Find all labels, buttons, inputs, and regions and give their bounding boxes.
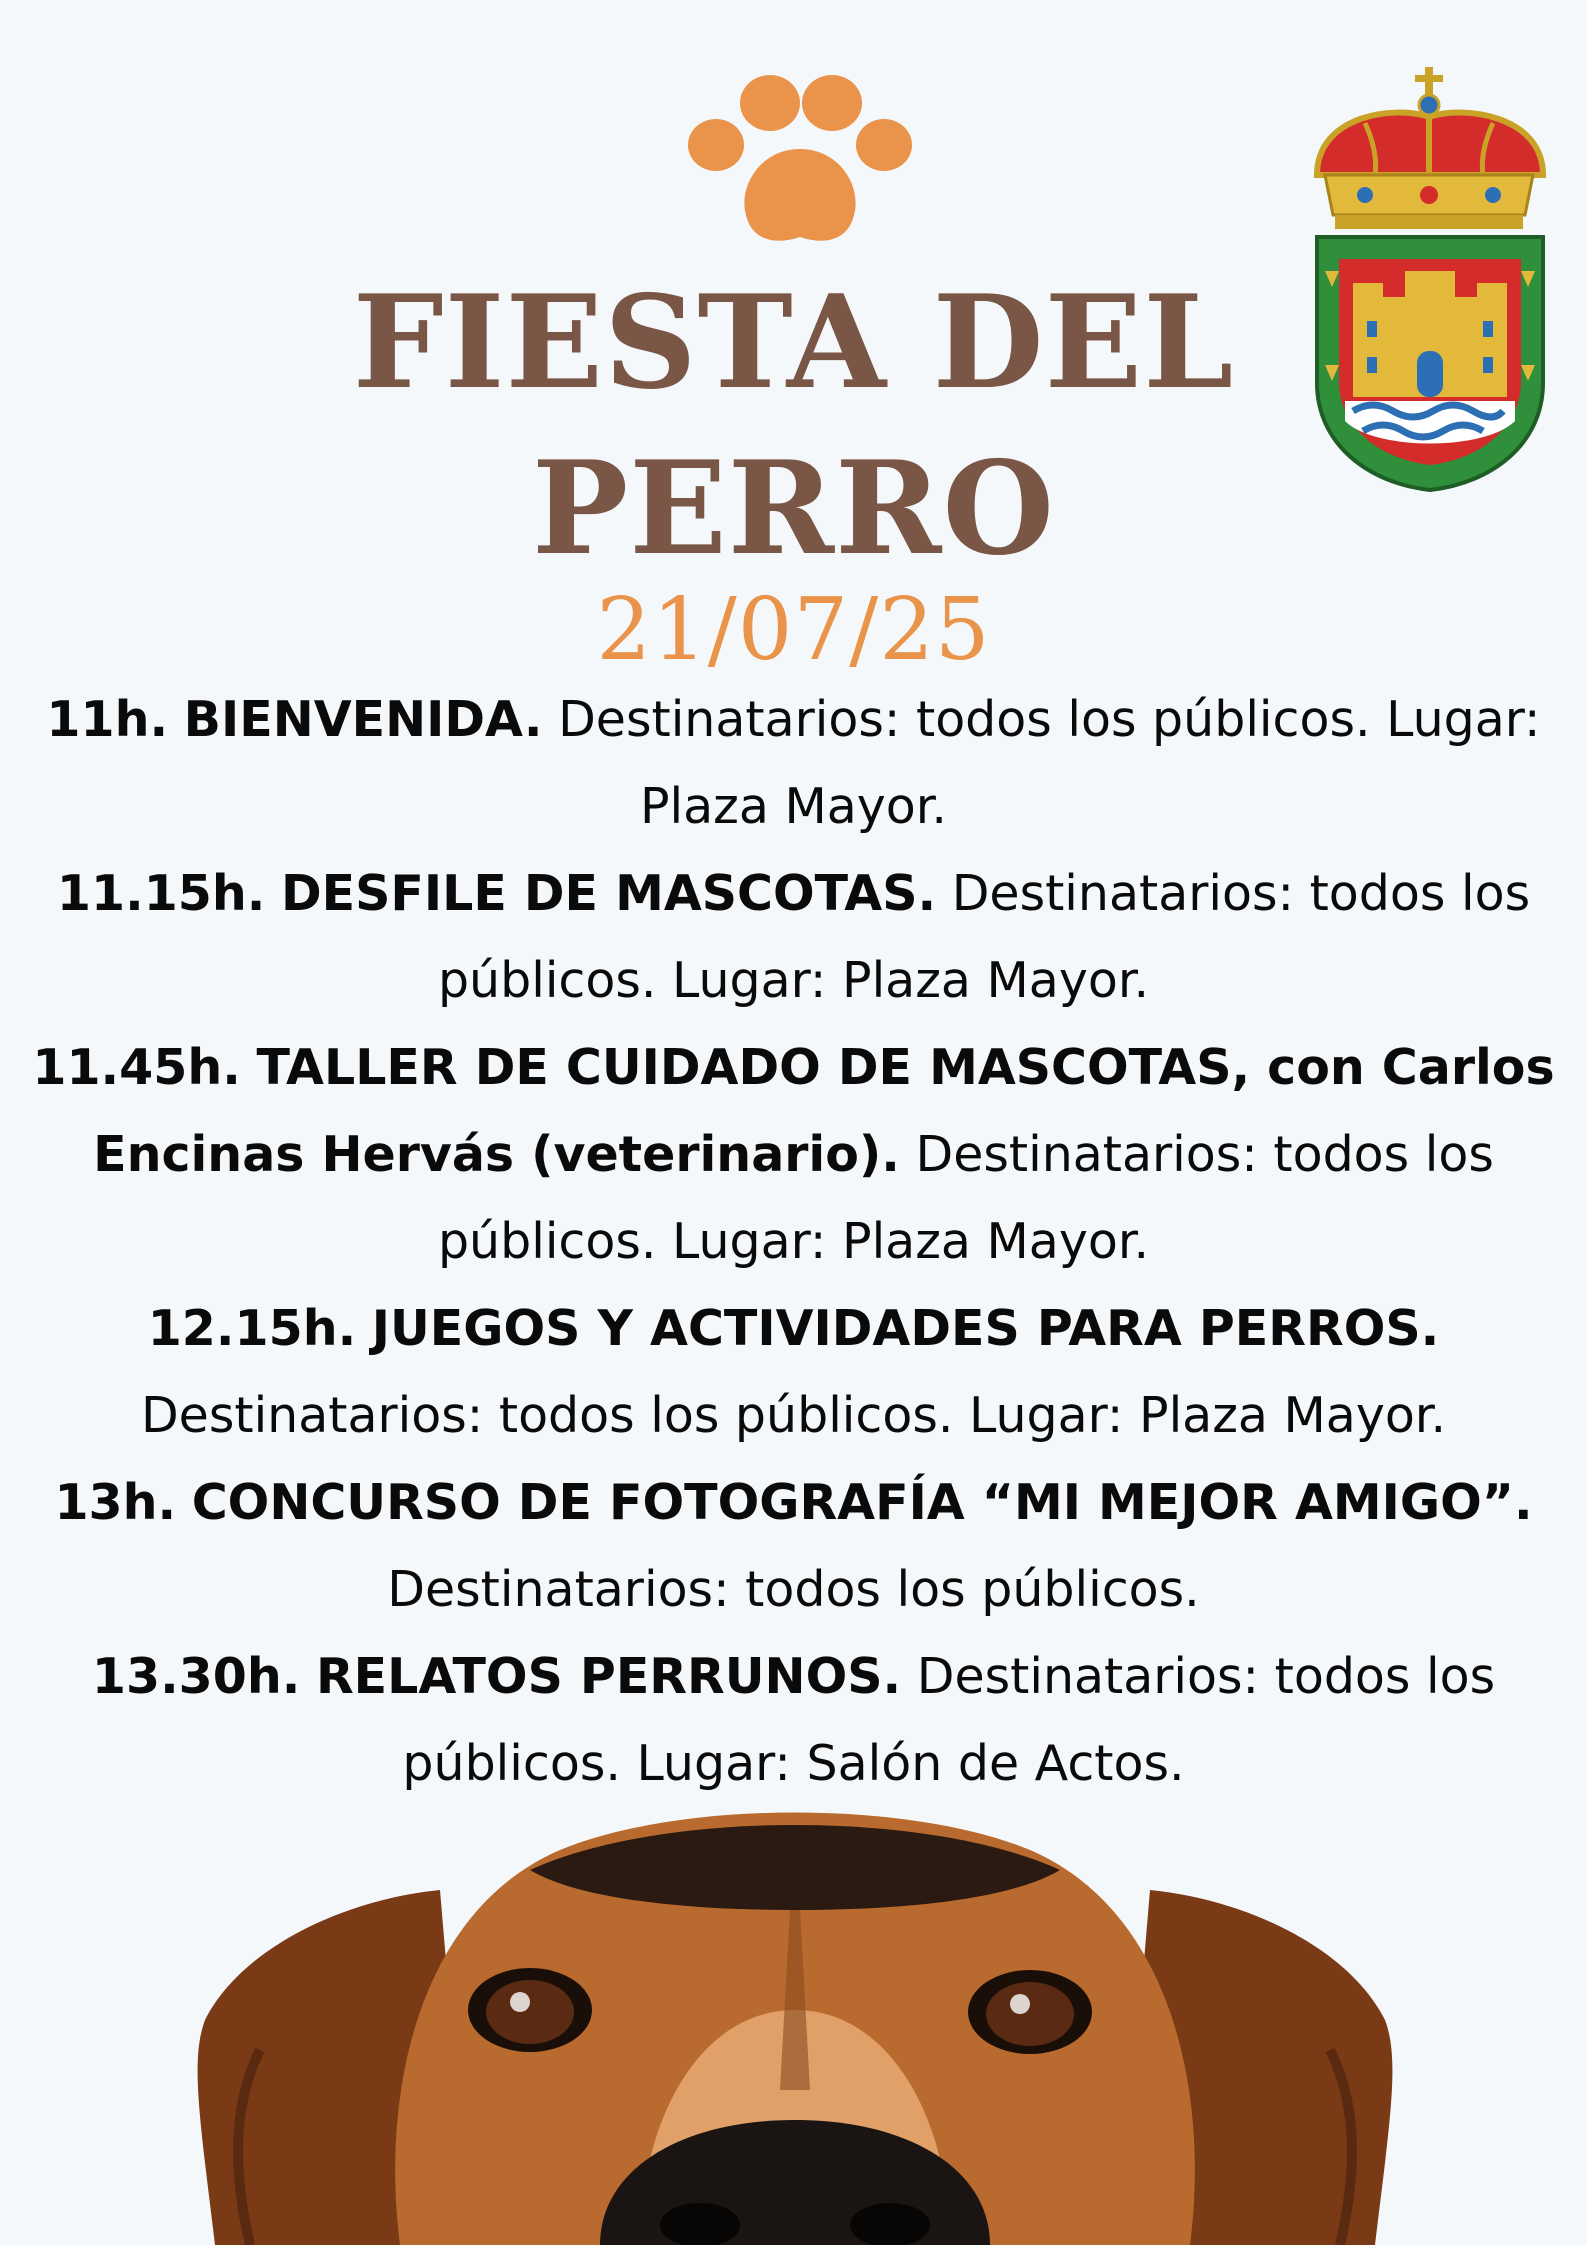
event-details: Destinatarios: todos los públicos. Lugar: Plaza Mayor.	[558, 691, 1541, 835]
event-title: JUEGOS Y ACTIVIDADES PARA PERROS.	[371, 1300, 1440, 1357]
event-title: DESFILE DE MASCOTAS.	[280, 865, 937, 922]
paw-print-icon	[680, 75, 920, 255]
schedule-item	[10, 676, 1577, 850]
schedule-item	[10, 850, 1577, 1024]
event-time: 11.15h.	[56, 865, 266, 922]
event-time: 13h.	[54, 1474, 177, 1531]
title-line-1: FIESTA DEL	[352, 268, 1235, 418]
event-details: Destinatarios: todos los públicos. Lugar: Plaza Mayor.	[437, 865, 1531, 1009]
schedule-item	[10, 1459, 1577, 1633]
event-schedule	[10, 676, 1577, 1807]
event-title: RELATOS PERRUNOS.	[315, 1648, 902, 1705]
event-details: Destinatarios: todos los públicos. Lugar: Plaza Mayor.	[140, 1387, 1447, 1444]
event-time: 13.30h.	[91, 1648, 301, 1705]
event-details: Destinatarios: todos los públicos. Lugar: Plaza Mayor.	[437, 1126, 1494, 1270]
event-details: Destinatarios: todos los públicos. Lugar: Salón de Actos.	[402, 1648, 1496, 1792]
title-line-2: PERRO	[531, 434, 1056, 584]
event-details: Destinatarios: todos los públicos.	[387, 1561, 1200, 1618]
event-title: TALLER DE CUIDADO DE MASCOTAS, con Carlos Encinas Hervás (veterinario).	[93, 1039, 1555, 1183]
event-time: 11h.	[46, 691, 169, 748]
page-title	[0, 260, 1587, 592]
event-time: 12.15h.	[147, 1300, 357, 1357]
event-title: BIENVENIDA.	[183, 691, 543, 748]
schedule-item	[10, 1633, 1577, 1807]
event-time: 11.45h.	[32, 1039, 241, 1096]
event-title: CONCURSO DE FOTOGRAFÍA “MI MEJOR AMIGO”.	[191, 1474, 1533, 1531]
dog-photo	[0, 1790, 1587, 2245]
schedule-item	[10, 1285, 1577, 1459]
event-date: 21/07/25	[596, 580, 991, 680]
schedule-item	[10, 1024, 1577, 1285]
